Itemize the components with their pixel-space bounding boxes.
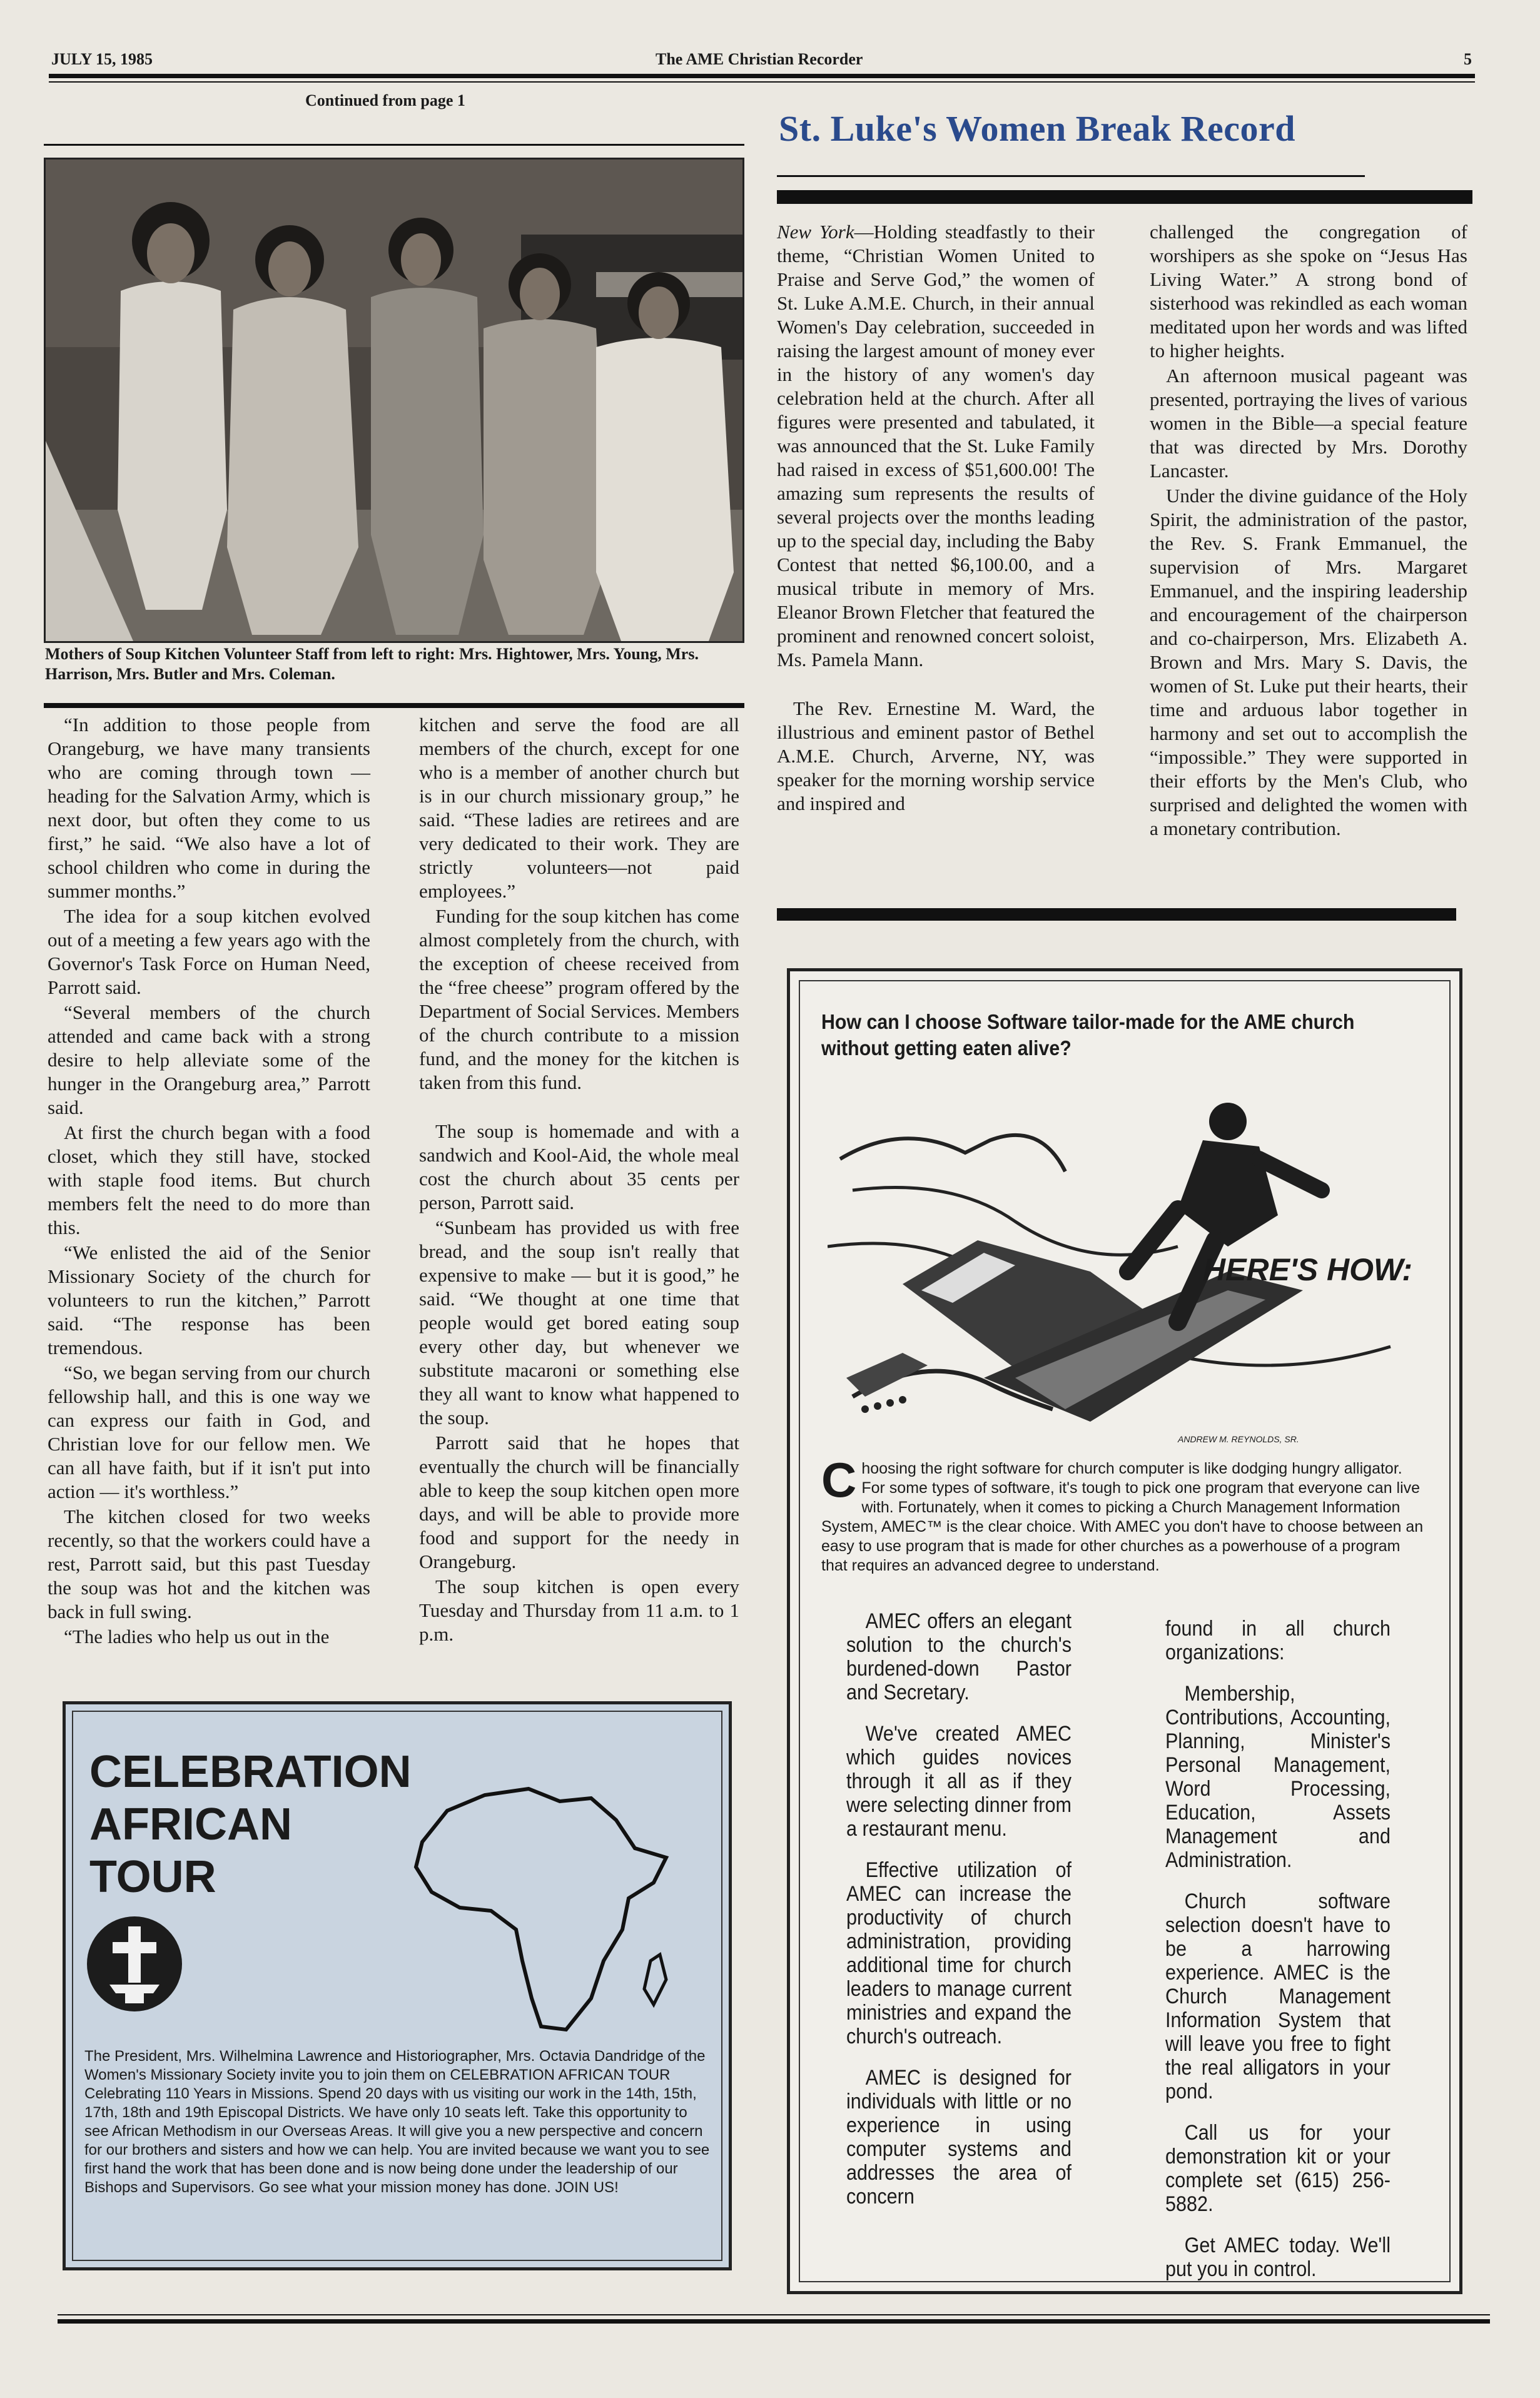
st-luke-bottom-rule [777,908,1456,921]
paragraph: Funding for the soup kitchen has come almost completely from the church, with the exception of cheese received from the “free cheese” program offered by the Department of Social Services. Members of the church contribute to a mission fund, and the money for the kitchen is taken from this fund. [419,905,739,1093]
masthead-rule-thick [49,74,1475,78]
paragraph: challenged the congregation of worshipers as she spoke on “Jesus Has Living Water.” A strong bond of sisterhood was rekindled as each woman meditated upon her words and was lifted to higher heights. [1150,221,1467,362]
ad-paragraph: Church software selection doesn't have to be a harrowing experience. AMEC is the Church Management Information System that will leave you free to fight the real alligators in your pond. [1165,1890,1391,2103]
photo-top-rule [44,144,744,146]
caption-rule [44,703,744,708]
paragraph: The kitchen closed for two weeks recently, so that the workers could have a rest, Parrott said, but this past Tuesday the soup was hot and the kitchen was back in full swing. [48,1505,370,1622]
africa-map-icon [403,1773,679,2042]
ad-paragraph: Call us for your demonstration kit or your complete set (615) 256-5882. [1165,2121,1391,2216]
paragraph [777,220,1095,672]
headline-rule-thin [777,175,1365,177]
paragraph: The soup kitchen is open every Tuesday and Thursday from 11 a.m. to 1 p.m. [419,1576,739,1645]
intro-body: hoosing the right software for church computer is like dodging hungry alligator. For some types of software, it's tough to pick one program that everyone can live with. Fortunately, when it comes to picking a Church Management Information System, AMEC™ is the clear choice. With AMEC you don't have to choose between an easy to use program that is made for other churches as a powerhouse of a program that requires an advanced degree to understand. [821,1460,1424,1574]
footer-rule-thick [58,2319,1490,2324]
paragraph: Under the divine guidance of the Holy Spirit, the administration of the pastor, the Rev. S. Frank Emmanuel, the supervision of Mrs. Margaret Emmanuel, and the inspiring leadership and encouragement of the chairperson and co-chairperson, Mrs. Elizabeth A. Brown and Mrs. Mary S. Davis, the women of St. Luke put their hearts, their time and arduous labor together in harmony and set out to accomplish the “impossible.” They were supported in their efforts by the Men's Club, who surprised and delighted the women with a monetary contribution. [1150,485,1467,839]
continued-label: Continued from page 1 [305,91,465,109]
celebration-african-tour-ad [63,1701,732,2270]
illustration-signature: ANDREW M. REYNOLDS, SR. [1178,1434,1299,1444]
ad-paragraph: found in all church organizations: [1165,1617,1391,1664]
ad-paragraph: Get AMEC today. We'll put you in control. [1165,2234,1391,2281]
title-line: CELEBRATION [89,1747,412,1797]
ad-paragraph: Effective utilization of AMEC can increase the productivity of church administration, providing additional time for church leaders to manage current ministries and expand the church's outreach. [846,1858,1071,2048]
ad-paragraph: Membership, Contributions, Accounting, Planning, Minister's Personal Management, Word Processing, Education, Assets Management and Administration. [1165,1682,1391,1872]
footer-rule-thin [58,2314,1490,2315]
photo-caption: Mothers of Soup Kitchen Volunteer Staff from left to right: Mrs. Hightower, Mrs. Young, Mrs. Harrison, Mrs. Butler and Mrs. Coleman. [45,645,699,683]
issue-date: JULY 15, 1985 [51,50,153,68]
paragraph: Parrott said that he hopes that eventually the church will be financially able to keep the soup kitchen open more days, and will be able to provide more food and support for the needy in Orangeburg. [419,1432,739,1572]
ad-paragraph: AMEC is designed for individuals with little or no experience in using computer systems and addresses the area of concern [846,2066,1071,2208]
paragraph: An afternoon musical pageant was presented, portraying the lives of various women in the Bible—a special feature that was directed by Mrs. Dorothy Lancaster. [1150,365,1467,482]
paragraph: The soup is homemade and with a sandwich and Kool-Aid, the whole meal cost the church about 35 cents per person, Parrott said. [419,1120,739,1213]
paragraph: “So, we began serving from our church fellowship hall, and this is one way we can express our faith in God, and Christian love for our fellow men. We can all have faith, but if it isn't put into action — it's worthless.” [48,1362,370,1502]
paragraph: The Rev. Ernestine M. Ward, the illustrious and eminent pastor of Bethel A.M.E. Church, Arverne, NY, was speaker for the morning worship service and inspired and [777,697,1095,814]
st-luke-column-2 [1150,220,1467,841]
heres-how-heading: HERE'S HOW: [1203,1252,1413,1287]
photo-illustration [46,159,742,641]
paragraph: “The ladies who help us out in the [64,1626,330,1647]
lead-text: —Holding steadfastly to their theme, “Christian Women United to Praise and Serve God,” the women of St. Luke A.M.E. Church, in their annual Women's Day celebration, succeeded in raising the largest amount of money ever in the history of any women's day celebration held at the church. After all figures were presented and tabulated, it was announced that the St. Luke Family had raised in excess of $51,600.00! The amazing sum represents the results of several projects over the months leading up to the special day, including the Baby Contest that netted $6,100.00, and a musical tribute in memory of Mrs. Eleanor Brown Fletcher that featured the prominent and renowned concert soloist, Ms. Pamela Mann. [777,221,1095,670]
soup-story-column-2 [419,713,739,1646]
paragraph: The idea for a soup kitchen evolved out of a meeting a few years ago with the Governor's Task Force on Human Need, Parrott said. [48,905,370,998]
title-line: TOUR [89,1852,216,1902]
headline-rule-thick [777,190,1472,204]
paragraph: “In addition to those people from Orangeburg, we have many transients who are coming through town — heading for the Salvation Army, which is next door, but often they come to us first,” he said. “We also have a lot of school children who come in during the summer months.” [48,714,370,902]
paragraph: “Several members of the church attended and came back with a strong desire to help alleviate some of the hunger in the Orangeburg area,” Parrott said. [48,1001,370,1118]
ad-intro-text [821,1452,1428,1576]
dateline: New York [777,221,854,243]
drop-cap: C [821,1452,857,1507]
ad-question: How can I choose Software tailor-made for the AME church without getting eaten alive? [821,1010,1355,1060]
soup-kitchen-photo [44,158,744,643]
title-line: AFRICAN [89,1799,292,1849]
celebration-title [89,1746,412,1903]
ad-paragraph: We've created AMEC which guides novices through it all as if they were selecting dinner from a restaurant menu. [846,1722,1071,1841]
ad-left-column [846,1609,1071,2208]
paragraph: At first the church began with a food closet, which they still have, stocked with staple food items. But church members felt the need to do more than this. [48,1121,370,1238]
paragraph: kitchen and serve the food are all members of the church, except for one who is a member of another church but is in our church missionary group,” he said. “These ladies are retirees and are very dedicated to their work. They are strictly volunteers—not paid employees.” [419,714,739,902]
paragraph: “Sunbeam has provided us with free bread, and the soup isn't really that expensive to make — but it is good,” he said. “We thought at one time that people would get bored eating soup every other day, but whenever we substitute macaroni or something else they all want to know what happened to the soup. [419,1217,739,1429]
ad-paragraph: AMEC offers an elegant solution to the church's burdened-down Pastor and Secretary. [846,1609,1071,1704]
amec-software-ad [787,968,1462,2294]
masthead-rule-thin [49,81,1475,83]
soup-story-column-1 [48,713,370,1649]
paragraph: “We enlisted the aid of the Senior Missionary Society of the church for volunteers to run the kitchen,” Parrott said. “The response has been tremendous. [48,1242,370,1358]
publication-name: The AME Christian Recorder [656,50,863,68]
cross-anvil-emblem-icon [84,1911,185,2017]
ad-right-column [1165,1617,1391,2281]
st-luke-headline: St. Luke's Women Break Record [779,108,1296,149]
page-number: 5 [1464,50,1472,68]
celebration-body-text: The President, Mrs. Wilhelmina Lawrence and Historiographer, Mrs. Octavia Dandridge of the Women's Missionary Society invite you to join them on CELEBRATION AFRICAN TOUR Celebrating 110 Years in Missions. Spend 20 days with us visiting our work in the 14th, 15th, 17th, 18th and 19th Episcopal Districts. We have only 10 seats left. Take this opportunity to see African Methodism in our Overseas Areas. It will give you a new perspective and concern for our brothers and sisters and how we can help. You are invited because we want you to see first hand the work that has been done and is now being done under the leadership of our Bishops and Supervisors. Go see what your mission money has done. JOIN US! [84,2048,710,2196]
st-luke-column-1 [777,220,1095,816]
